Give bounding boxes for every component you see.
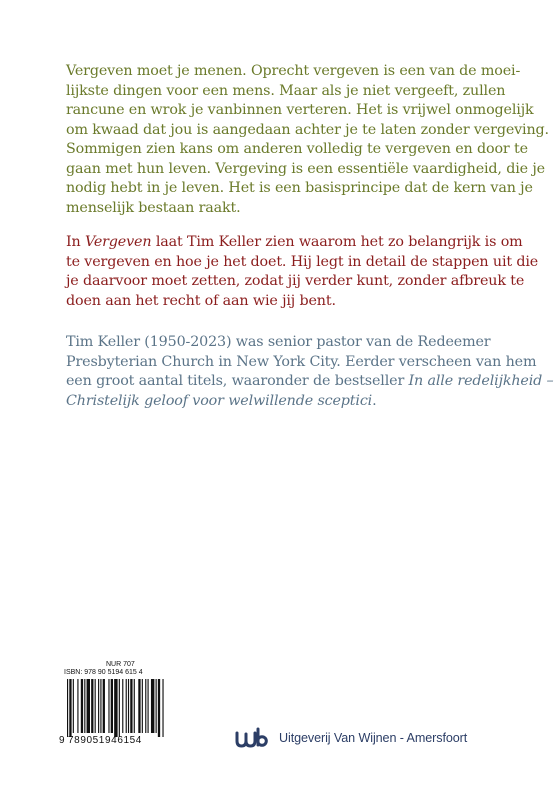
barcode-bar xyxy=(142,679,143,733)
blurb-line: om kwaad dat jou is aangedaan achter je te laten zonder vergeving. xyxy=(66,121,549,138)
blurb-paragraph-1 xyxy=(66,62,549,218)
barcode-bar xyxy=(73,679,74,733)
barcode-bar xyxy=(134,679,135,733)
blurb-line: rancune en wrok je vanbinnen verteren. Het is vrijwel onmogelijk xyxy=(66,102,534,118)
barcode-digits-left: 789051 xyxy=(68,735,105,746)
barcode-bar xyxy=(158,679,160,737)
barcode-bar xyxy=(145,679,146,733)
text-segment: een groot aantal titels, waaronder de bestseller xyxy=(66,373,409,389)
barcode-bar xyxy=(91,679,93,733)
blurb-line: doen aan het recht of aan wie jij bent. xyxy=(66,292,336,309)
barcode-bar xyxy=(100,679,101,733)
book-title: Vergeven xyxy=(84,234,152,250)
barcode-bar xyxy=(67,679,68,737)
isbn-barcode xyxy=(58,677,146,745)
bio-line xyxy=(66,392,471,412)
publisher-name: Uitgeverij Van Wijnen - Amersfoort xyxy=(279,731,468,745)
barcode-bar xyxy=(162,679,163,737)
barcode-bar xyxy=(98,679,99,733)
barcode-bar xyxy=(148,679,149,733)
bio-line: Presbyterian Church in New York City. Eerder verscheen van hem xyxy=(66,353,537,370)
text-segment: . xyxy=(372,392,377,409)
barcode-bar xyxy=(111,679,113,733)
blurb-line xyxy=(66,233,523,253)
isbn-label: ISBN: 978 90 5194 615 4 xyxy=(64,669,143,676)
barcode-digit-first: 9 xyxy=(59,735,65,746)
text-segment: In xyxy=(66,234,85,250)
bestseller-subtitle: Christelijk geloof voor welwillende sceptici xyxy=(66,392,373,409)
barcode-bar xyxy=(151,679,154,733)
barcode-bars xyxy=(67,679,164,737)
barcode-digits-right: 946154 xyxy=(105,735,142,746)
barcode-graphic xyxy=(58,677,146,745)
barcode-bar xyxy=(138,679,140,733)
barcode-bar xyxy=(156,679,157,733)
blurb-line: te vergeven en hoe je het doet. Hij legt in detail de stappen uit die xyxy=(66,253,539,270)
blurb-line: gaan met hun leven. Vergeving is een essentiële vaardigheid, die je xyxy=(66,160,545,177)
bio-line xyxy=(66,372,554,392)
barcode-bar xyxy=(103,679,105,733)
blurb-line: nodig hebt in je leven. Het is een basisprincipe dat de kern van je xyxy=(66,180,533,196)
barcode-bar xyxy=(95,679,96,733)
barcode-bar xyxy=(81,679,83,733)
bestseller-title: In alle redelijkheid – xyxy=(408,373,554,389)
author-bio-paragraph xyxy=(66,333,554,411)
barcode-bar xyxy=(128,679,129,733)
barcode-bar xyxy=(77,679,78,733)
barcode-bar xyxy=(108,679,109,733)
barcode-bar xyxy=(69,679,71,737)
blurb-line: lijkste dingen voor een mens. Maar als je niet vergeeft, zullen xyxy=(66,82,506,99)
barcode-bar xyxy=(119,679,120,737)
wb-logo-icon xyxy=(236,728,268,748)
blurb-paragraph-2 xyxy=(66,233,539,311)
blurb-line: Vergeven moet je menen. Oprecht vergeven is een van de moei- xyxy=(66,63,521,79)
blurb-line: Sommigen zien kans om anderen volledig te vergeven en door te xyxy=(66,141,528,157)
nur-code: NUR 707 xyxy=(106,661,135,668)
barcode-bar xyxy=(114,679,117,737)
barcode-bar xyxy=(126,679,127,733)
blurb-line: je daarvoor moet zetten, zodat jij verder kunt, zonder afbreuk te xyxy=(66,273,525,289)
text-segment: laat Tim Keller zien waarom het zo belangrijk is om xyxy=(151,234,523,250)
blurb-line: menselijk bestaan raakt. xyxy=(66,199,241,216)
bio-line: Tim Keller (1950-2023) was senior pastor van de Redeemer xyxy=(66,334,491,350)
barcode-bar xyxy=(130,679,132,733)
barcode-bar xyxy=(122,679,123,733)
publisher-block xyxy=(236,726,467,750)
barcode-bar xyxy=(84,679,85,733)
barcode-bar xyxy=(87,679,90,733)
